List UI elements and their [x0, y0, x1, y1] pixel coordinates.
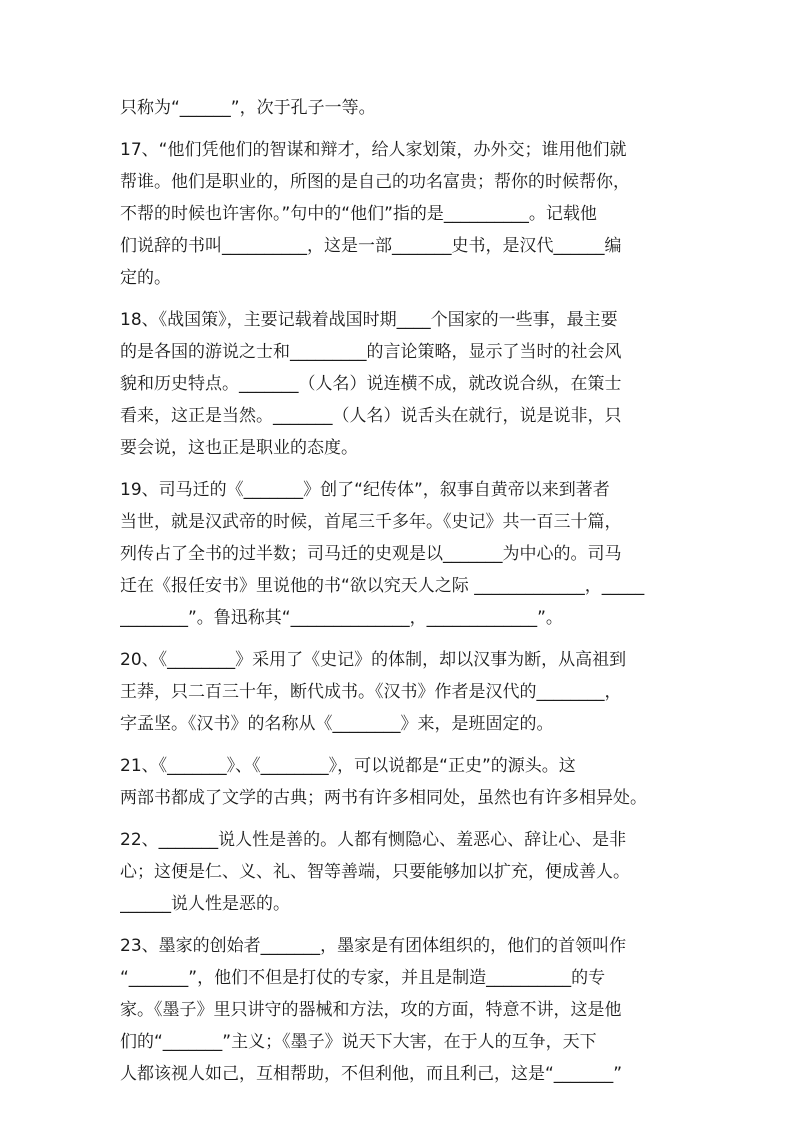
- text-line: 20、《________》采用了《史记》的体制，却以汉事为断，从高祖到: [120, 650, 627, 670]
- text-line: 22、_______说人性是善的。人都有恻隐心、羞恶心、辞让心、是非: [120, 830, 627, 850]
- paragraph-gap: [120, 920, 684, 930]
- text-line: 两部书都成了文学的古典；两书有许多相同处，虽然也有许多相异处。: [120, 788, 647, 808]
- text-line: 帮谁。他们是职业的，所图的是自己的功名富贵；帮你的时候帮你，: [120, 172, 630, 192]
- text-line: 只称为“______”，次于孔子一等。: [120, 98, 376, 118]
- text-line: 列传占了全书的过半数；司马迁的史观是以_______为中心的。司马: [120, 544, 622, 564]
- text-line: 们说辞的书叫__________，这是一部_______史书，是汉代______编: [120, 236, 622, 256]
- paragraph-gap: [120, 740, 684, 750]
- text-line: 们的“_______”主义；《墨子》说天下大害，在于人的互争，天下: [120, 1032, 597, 1052]
- text-line: 要会说，这也正是职业的态度。: [120, 438, 358, 458]
- paragraph-gap: [120, 124, 684, 134]
- text-line: 的是各国的游说之士和_________的言论策略，显示了当时的社会风: [120, 342, 622, 362]
- paragraph-gap: [120, 814, 684, 824]
- text-line: 定的。: [120, 268, 171, 288]
- text-line: 19、司马迁的《_______》创了“纪传体”，叙事自黄帝以来到著者: [120, 480, 610, 500]
- text-line: 看来，这正是当然。_______（人名）说舌头在就行，说是说非，只: [120, 406, 622, 426]
- text-line: 王莽，只二百三十年，断代成书。《汉书》作者是汉代的________，: [120, 682, 622, 702]
- paragraph-gap: [120, 294, 684, 304]
- text-line: 23、墨家的创始者_______，墨家是有团体组织的，他们的首领叫作: [120, 936, 627, 956]
- text-line: 家。《墨子》里只讲守的器械和方法，攻的方面，特意不讲，这是他: [120, 1000, 622, 1020]
- text-line: 17、“他们凭他们的智谋和辩才，给人家划策，办外交；谁用他们就: [120, 140, 627, 160]
- document-page: [120, 92, 684, 1090]
- text-line: 迁在《报任安书》里说他的书“欲以究天人之际 _____________，_____: [120, 576, 645, 596]
- text-line: 字孟坚。《汉书》的名称从《________》来，是班固定的。: [120, 714, 554, 734]
- text-line: 21、《_______》、《________》，可以说都是“正史”的源头。这: [120, 756, 576, 776]
- text-line: “_______”，他们不但是打仗的专家，并且是制造__________的专: [120, 968, 606, 988]
- text-line: 心；这便是仁、义、礼、智等善端，只要能够加以扩充，便成善人。: [120, 862, 630, 882]
- text-line: ________”。鲁迅称其“______________，_____________”。: [120, 608, 563, 628]
- text-line: 不帮的时候也许害你。”句中的“他们”指的是__________。记载他: [120, 204, 597, 224]
- paragraph-gap: [120, 634, 684, 644]
- paragraph-gap: [120, 464, 684, 474]
- text-line: 18、《战国策》，主要记载着战国时期____个国家的一些事，最主要: [120, 310, 618, 330]
- text-line: 貌和历史特点。_______（人名）说连横不成，就改说合纵，在策士: [120, 374, 622, 394]
- text-line: 人都该视人如己，互相帮助，不但利他，而且利己，这是“_______”: [120, 1064, 623, 1084]
- text-line: ______说人性是恶的。: [120, 894, 290, 914]
- text-line: 当世，就是汉武帝的时候，首尾三千多年。《史记》共一百三十篇，: [120, 512, 622, 532]
